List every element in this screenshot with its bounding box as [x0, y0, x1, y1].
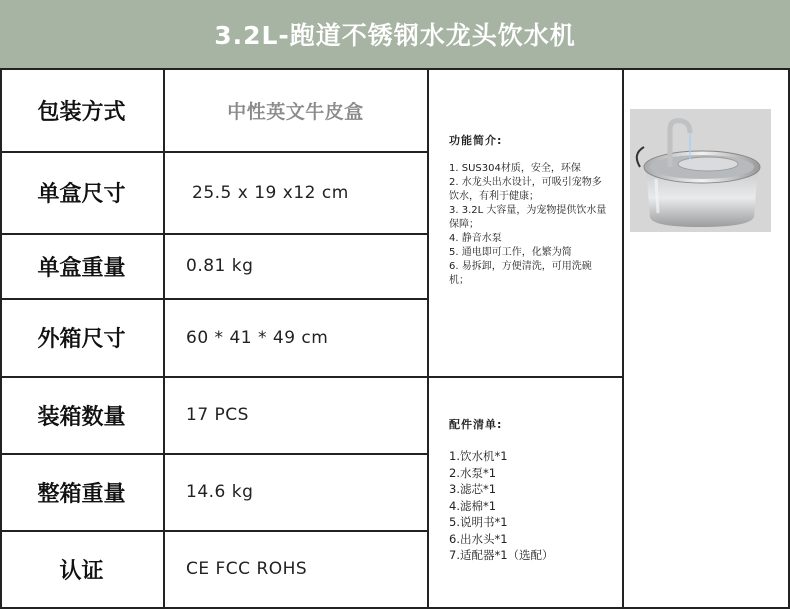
value-carton-weight: 14.6 kg [186, 482, 254, 502]
label-carton-size: 外箱尺寸 [37, 327, 126, 352]
feature-item: 3. 3.2L 大容量，为宠物提供饮水量保障； [449, 205, 607, 230]
feature-item: 6. 易拆卸，方便清洗，可用洗碗机； [449, 261, 592, 286]
value-box-size: 25.5 x 19 x12 cm [192, 182, 349, 203]
value-box-weight: 0.81 kg [186, 256, 254, 276]
label-carton-weight: 整箱重量 [37, 481, 126, 507]
value-carton-size: 60 * 41 * 49 cm [186, 327, 329, 348]
features-title: 功能简介: [449, 134, 503, 147]
label-packaging: 包装方式 [37, 100, 126, 125]
accessory-item: 3.滤芯*1 [449, 482, 497, 496]
page-title: 3.2L-跑道不锈钢水龙头饮水机 [214, 21, 576, 50]
value-certification: CE FCC ROHS [186, 559, 308, 579]
accessory-item: 5.说明书*1 [449, 515, 508, 529]
label-carton-qty: 装箱数量 [37, 404, 126, 430]
accessory-item: 4.滤棉*1 [449, 498, 497, 513]
page-header [0, 0, 790, 70]
feature-item: 1. SUS304材质，安全，环保 [449, 163, 581, 174]
product-photo [630, 109, 771, 232]
accessories-section [449, 418, 611, 564]
value-carton-qty: 17 PCS [186, 405, 249, 425]
feature-item: 5. 通电即可工作，化繁为简 [449, 247, 572, 258]
accessory-item: 7.适配器*1（选配） [449, 548, 554, 562]
label-certification: 认证 [59, 558, 104, 584]
feature-item: 2. 水龙头出水设计，可吸引宠物多饮水，有利于健康； [449, 177, 602, 202]
accessory-item: 6.出水头*1 [449, 531, 508, 546]
accessory-item: 2.水泵*1 [449, 465, 497, 480]
accessory-item: 1.饮水机*1 [449, 449, 508, 463]
label-box-weight: 单盒重量 [37, 255, 126, 281]
label-box-size: 单盒尺寸 [37, 182, 126, 207]
accessories-title: 配件清单: [449, 418, 503, 431]
features-section [449, 134, 611, 288]
feature-item: 4. 静音水泵 [449, 233, 502, 244]
value-packaging: 中性英文牛皮盒 [227, 101, 364, 123]
water-fountain-icon [630, 109, 771, 232]
